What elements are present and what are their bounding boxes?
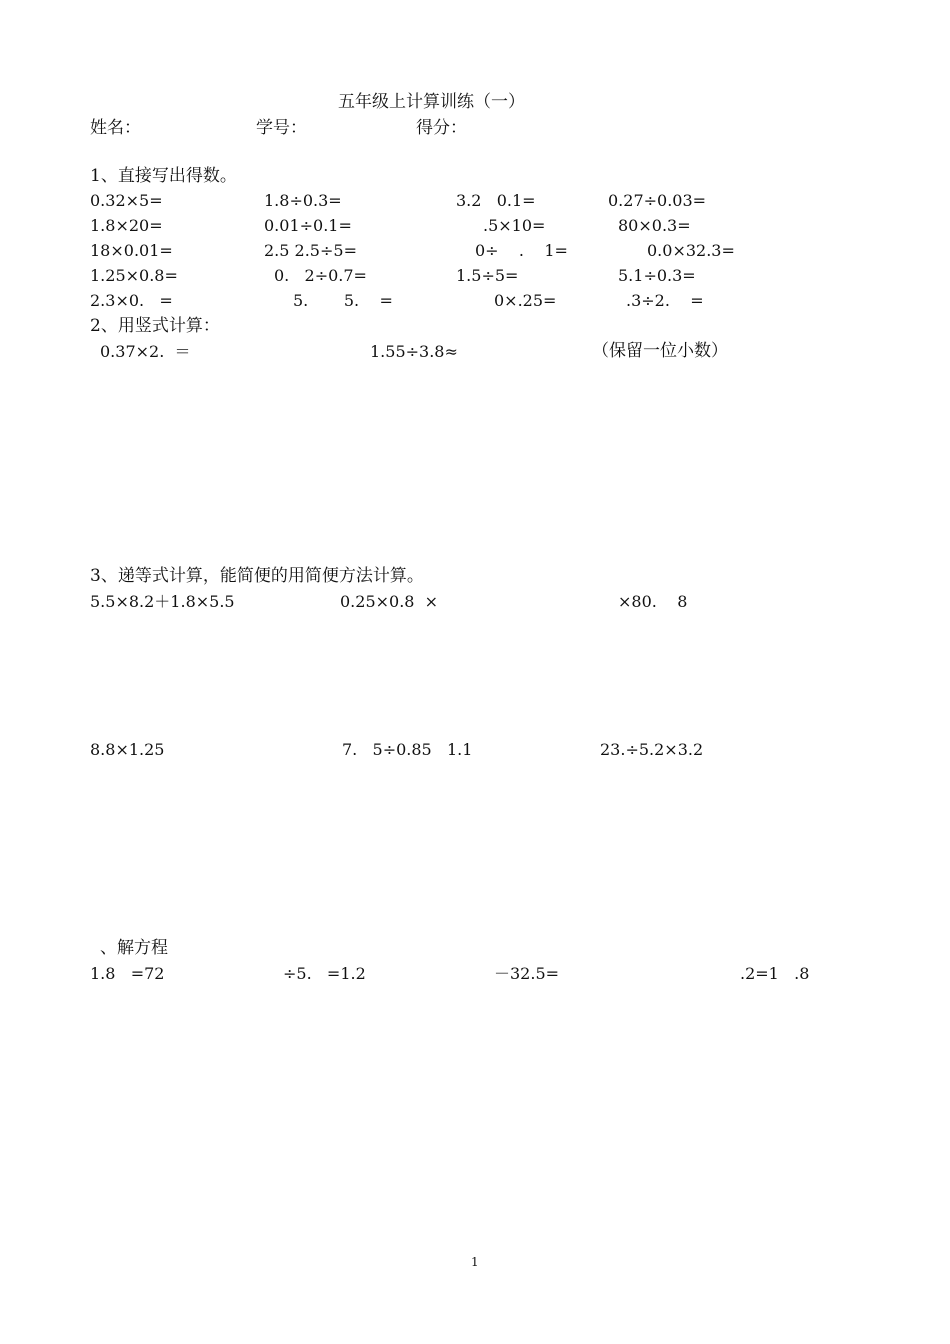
section-2-heading: 2、用竖式计算： [90, 316, 220, 336]
s2-item-2: 1.55÷3.8≈ [370, 342, 458, 361]
section-4-heading: 、解方程 [100, 938, 168, 958]
s3-r2-c2: 7. 5÷0.85 1.1 [342, 740, 473, 759]
s1-r0-c0: 0.32×5= [90, 191, 163, 210]
student-number-label: 学号： [256, 118, 307, 138]
s1-r0-c1: 1.8÷0.3= [264, 191, 342, 210]
s4-item-3: －32.5= [494, 964, 560, 983]
s3-r1-c2: 0.25×0.8 × [340, 592, 439, 611]
s1-r4-c1: 5. 5. = [293, 291, 393, 310]
s1-r4-c0: 2.3×0. = [90, 291, 173, 310]
s3-r2-c1: 8.8×1.25 [90, 740, 165, 759]
s4-item-1: 1.8 =72 [90, 964, 165, 983]
s1-r3-c2: 1.5÷5= [456, 266, 519, 285]
s1-r2-c1: 2.5 2.5÷5= [264, 241, 357, 260]
s1-r2-c3: 0.0×32.3= [647, 241, 735, 260]
s1-r4-c2: 0×.25= [494, 291, 557, 310]
page-title: 五年级上计算训练（一） [338, 92, 525, 112]
s3-r1-c3: ×80. 8 [618, 592, 688, 611]
s3-r2-c3: 23.÷5.2×3.2 [600, 740, 704, 759]
s4-item-4: .2=1 .8 [740, 964, 810, 983]
section-1-heading: 1、直接写出得数。 [90, 166, 237, 186]
score-label: 得分： [416, 118, 467, 138]
s1-r3-c1: 0. 2÷0.7= [274, 266, 367, 285]
s1-r3-c3: 5.1÷0.3= [618, 266, 696, 285]
s1-r2-c2: 0÷ . 1= [475, 241, 568, 260]
s4-item-2: ÷5. =1.2 [283, 964, 366, 983]
s2-note: （保留一位小数） [592, 341, 728, 361]
s1-r1-c3: 80×0.3= [618, 216, 691, 235]
s1-r3-c0: 1.25×0.8= [90, 266, 178, 285]
section-3-heading: 3、递等式计算，能简便的用简便方法计算。 [90, 566, 424, 586]
s2-item-1: 0.37×2. ＝ [100, 342, 191, 361]
s3-r1-c1: 5.5×8.2＋1.8×5.5 [90, 592, 235, 611]
s1-r1-c0: 1.8×20= [90, 216, 163, 235]
name-label: 姓名： [90, 118, 141, 138]
s1-r1-c2: .5×10= [483, 216, 546, 235]
s1-r4-c3: .3÷2. = [626, 291, 704, 310]
page-number: 1 [471, 1255, 479, 1269]
s1-r2-c0: 18×0.01= [90, 241, 173, 260]
s1-r0-c3: 0.27÷0.03= [608, 191, 707, 210]
s1-r0-c2: 3.2 0.1= [456, 191, 536, 210]
s1-r1-c1: 0.01÷0.1= [264, 216, 352, 235]
